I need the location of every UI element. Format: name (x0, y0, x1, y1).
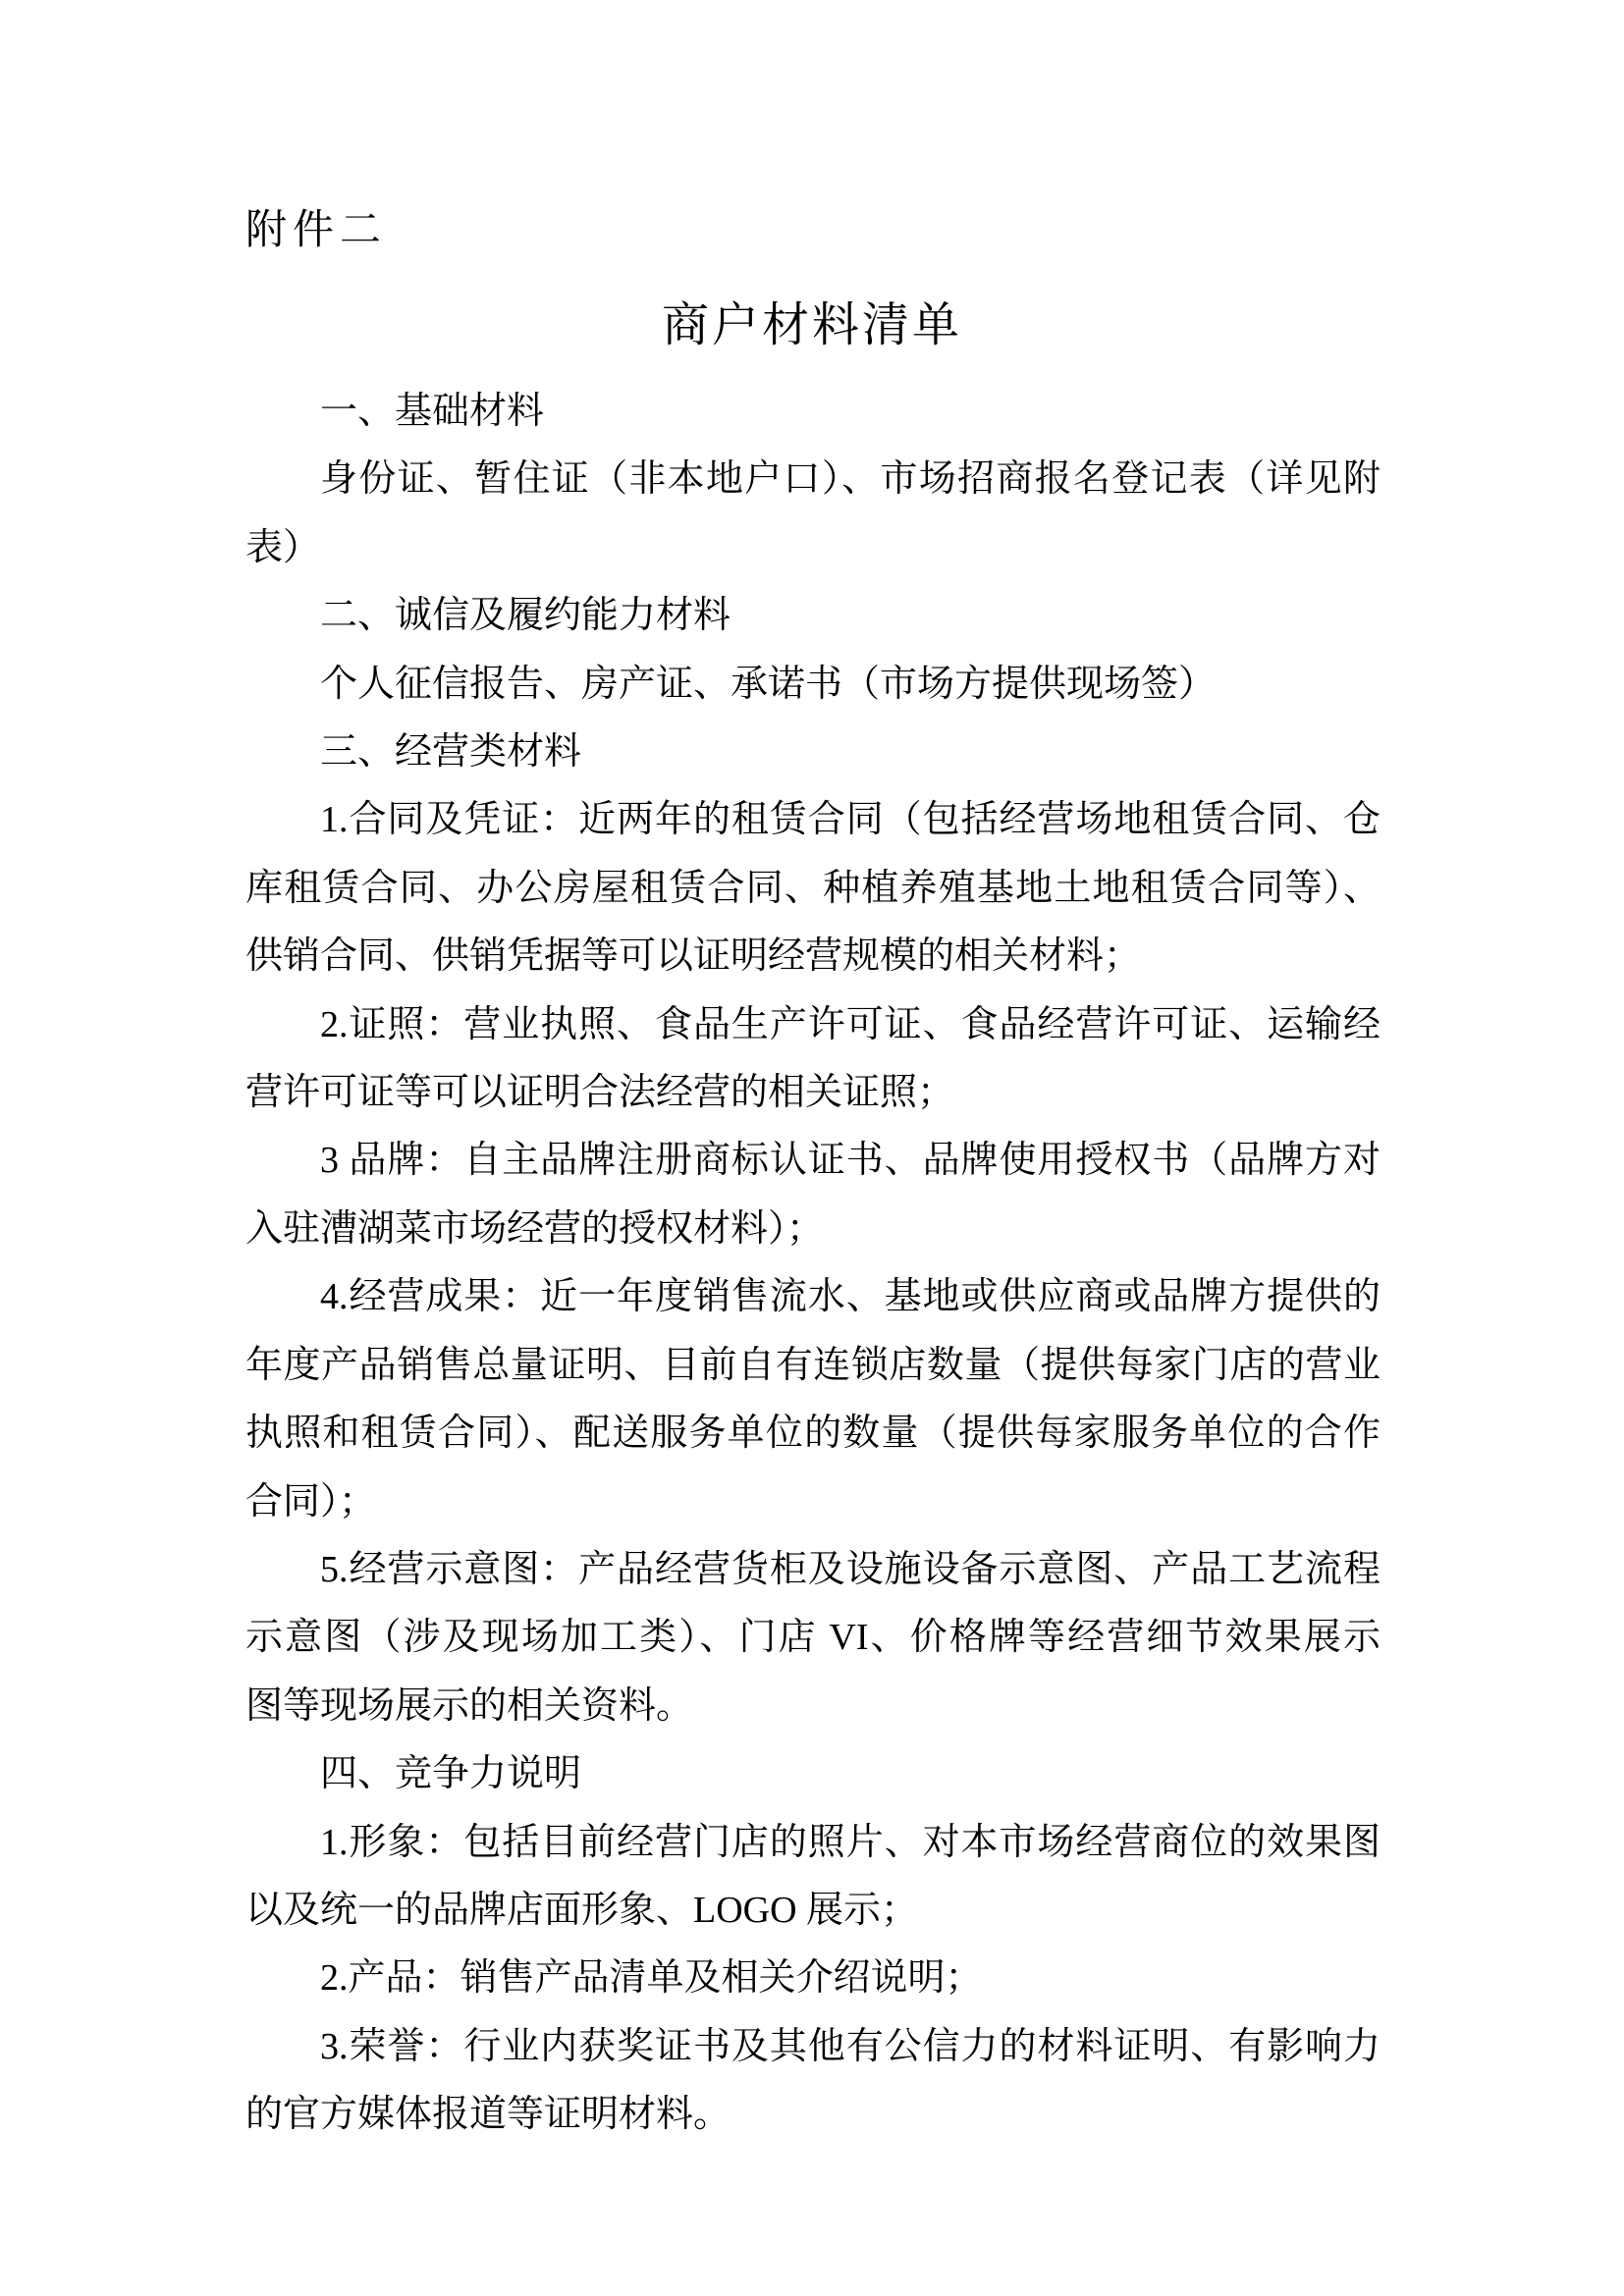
attachment-label: 附件二 (245, 208, 388, 253)
text-line: 个人征信报告、房产证、承诺书（市场方提供现场签） (320, 663, 1217, 705)
text-line: 3 品牌：自主品牌注册商标认证书、品牌使用授权书（品牌方对 (320, 1140, 1380, 1182)
text-line: 2.证照：营业执照、食品生产许可证、食品经营许可证、运输经 (320, 1003, 1380, 1045)
text-line: 以及统一的品牌店面形象、LOGO 展示； (245, 1889, 919, 1931)
text-line: 身份证、暂住证（非本地户口）、市场招商报名登记表（详见附 (320, 458, 1380, 501)
text-line: 1.形象：包括目前经营门店的照片、对本市场经营商位的效果图 (320, 1821, 1380, 1863)
text-line: 3.荣誉：行业内获奖证书及其他有公信力的材料证明、有影响力 (320, 2025, 1380, 2067)
text-line: 供销合同、供销凭据等可以证明经营规模的相关材料； (245, 935, 1142, 978)
text-line: 入驻漕湖菜市场经营的授权材料）； (245, 1207, 825, 1250)
text-line: 四、竞争力说明 (320, 1753, 582, 1795)
document-body (245, 378, 1380, 2150)
text-line: 合同）； (245, 1480, 377, 1522)
text-line: 2.产品：销售产品清单及相关介绍说明； (320, 1957, 983, 2000)
text-line: 表） (245, 526, 321, 568)
text-line: 二、诚信及履约能力材料 (320, 595, 731, 637)
text-line: 4.经营成果：近一年度销售流水、基地或供应商或品牌方提供的 (320, 1276, 1380, 1318)
text-line: 库租赁合同、办公房屋租赁合同、种植养殖基地土地租赁合同等）、 (245, 867, 1380, 909)
text-line: 1.合同及凭证：近两年的租赁合同（包括经营场地租赁合同、仓 (320, 799, 1380, 841)
text-line: 示意图（涉及现场加工类）、门店 VI、价格牌等经营细节效果展示 (245, 1617, 1380, 1659)
text-line: 的官方媒体报道等证明材料。 (245, 2094, 731, 2136)
document-title: 商户材料清单 (661, 299, 962, 351)
text-line: 一、基础材料 (320, 391, 545, 432)
text-line: 年度产品销售总量证明、目前自有连锁店数量（提供每家门店的营业 (245, 1344, 1380, 1386)
text-line: 营许可证等可以证明合法经营的相关证照； (245, 1072, 955, 1114)
text-line: 三、经营类材料 (320, 731, 582, 774)
text-line: 5.经营示意图：产品经营货柜及设施设备示意图、产品工艺流程 (320, 1548, 1380, 1590)
text-line: 图等现场展示的相关资料。 (245, 1684, 694, 1727)
text-line: 执照和租赁合同）、配送服务单位的数量（提供每家服务单位的合作 (245, 1413, 1380, 1455)
